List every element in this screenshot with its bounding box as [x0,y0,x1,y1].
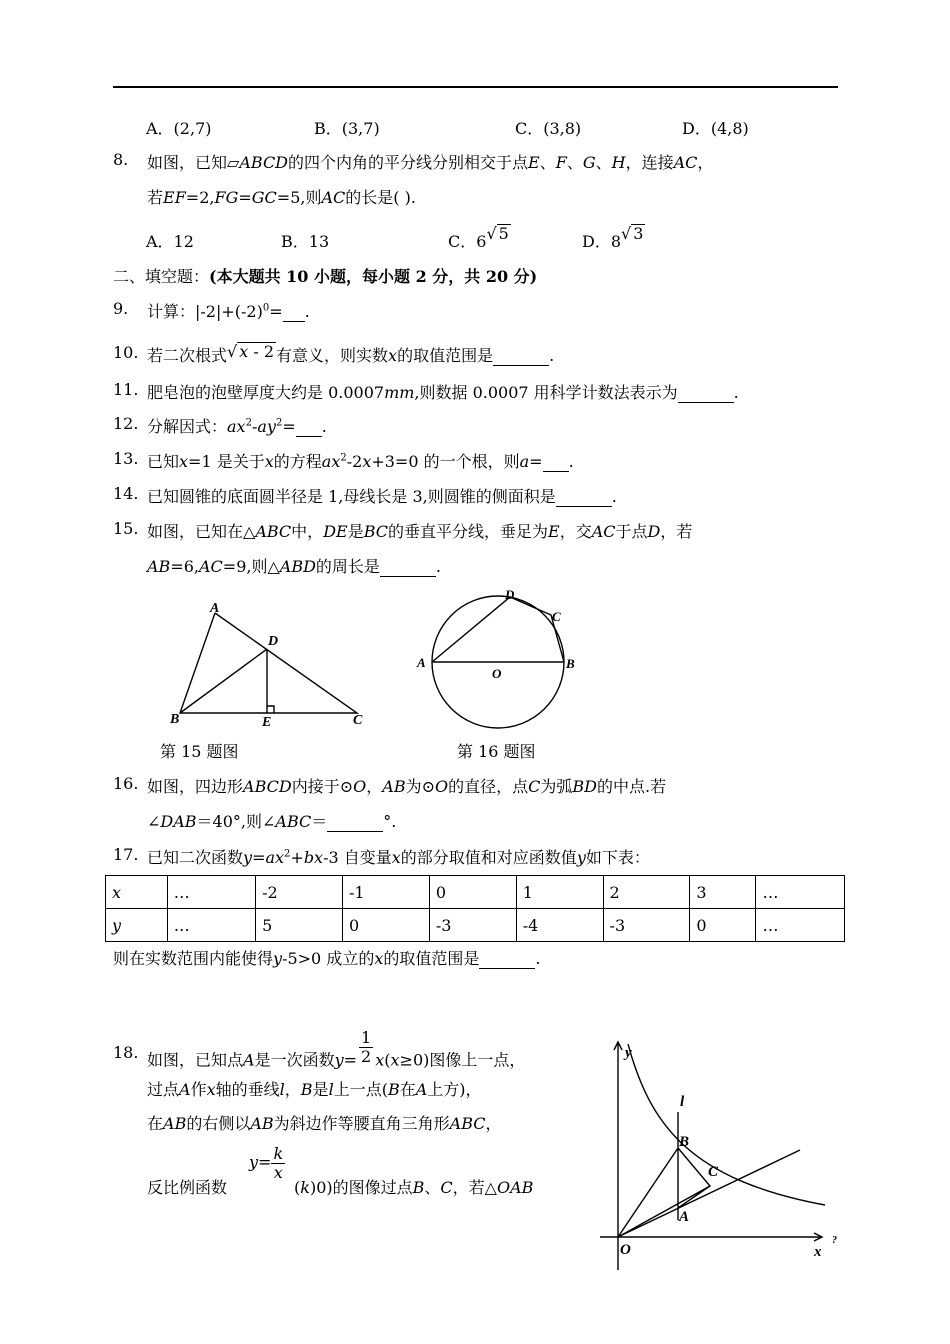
fig15-label-a: A [210,601,220,616]
q8-line-1: 如图，已知▱ABCD的四个内角的平分线分别相交于点E、F、G、H，连接AC， [147,153,714,172]
fig18-label-a: A [679,1209,690,1225]
segment-ob [618,1148,678,1237]
q15-number: 15. [113,519,139,538]
q12-answer-blank[interactable] [296,417,322,437]
fig18-label-b: B [679,1134,690,1150]
question-9: 计算：$|-2|+(-2)^0=$ . [147,302,310,321]
q17-question-line: 则在实数范围内能使得y-5>0 成立的x的取值范围是 . [113,949,541,968]
figure-18-graph [590,1030,840,1280]
figure-16-circle [414,582,586,730]
fig18-label-l: l [680,1094,685,1110]
fig18-label-y: y [625,1045,632,1061]
segment-bd [180,649,267,713]
q15-answer-blank[interactable] [380,557,436,577]
q10-answer-blank[interactable] [493,346,549,366]
table-cell: 1 [516,876,603,909]
q18-line-4: 反比例函数 [147,1178,228,1197]
fig16-label-a: A [417,655,426,670]
fig16-label-o: O [492,666,502,681]
header-rule [113,86,838,88]
table-cell: y [106,909,168,942]
q8-number: 8. [113,150,129,169]
q17-answer-blank[interactable] [479,949,535,969]
inverse-proportion-curve [628,1044,825,1205]
section-2-heading: 二、填空题：(本大题共 10 小题，每小题 2 分，共 20 分) [113,267,538,286]
table-cell: 2 [603,876,690,909]
q7-option-c[interactable]: C．(3,8) [515,119,582,138]
figure-16-caption: 第 16 题图 [457,742,536,761]
table-cell: -2 [256,876,343,909]
q8-line-2: 若EF=2,FG=GC=5,则AC的长是( ). [147,188,416,207]
table-cell: 0 [429,876,516,909]
triangle-abc [678,1148,710,1208]
fig15-label-c: C [353,713,363,728]
table-cell: … [756,876,845,909]
fig18-label-question: ? [832,1235,837,1246]
q16-line-2: ∠DAB＝40°,则∠ABC＝ °. [147,812,397,831]
q7-option-a[interactable]: A．(2,7) [146,119,212,138]
q7-option-b[interactable]: B．(3,7) [314,119,380,138]
table-cell: 5 [256,909,343,942]
figure-15-caption: 第 15 题图 [160,742,239,761]
question-10: 若二次根式√ x - 2 有意义，则实数x的取值范围是 . [147,342,555,365]
q18-fraction-k-over-x: $\frac{k}{x}$ [273,1144,284,1182]
question-12: 分解因式：$ax^2-ay^2=$ . [147,417,327,436]
quadrilateral-abcd [432,597,564,662]
q16-line-1: 如图，四边形ABCD内接于⊙O，AB为⊙O的直径，点C为弧BD的中点.若 [147,777,667,796]
figure-15-triangle [160,595,380,730]
fig16-label-d: D [505,587,515,602]
right-angle-mark [267,706,274,713]
table-cell: x [106,876,168,909]
q14-answer-blank[interactable] [556,487,612,507]
table-row-y [106,909,845,942]
q18-fraction-one-half: $\frac{1}{2}$ [361,1028,372,1066]
q8-option-b[interactable]: B．13 [281,232,330,251]
q14-number: 14. [113,484,139,503]
q11-number: 11. [113,380,139,399]
q7-option-d[interactable]: D．(4,8) [682,119,749,138]
question-11: 肥皂泡的泡壁厚度大约是 0.0007mm,则数据 0.0007 用科学计数法表示为 . [147,383,739,402]
q18-number: 18. [113,1043,139,1062]
segment-oc [618,1186,710,1237]
table-cell: -1 [342,876,429,909]
question-13: 已知x=1 是关于x的方程$ax^2-2x+3=0$ 的一个根，则a= . [147,452,574,471]
question-17: 已知二次函数$y=ax^2+bx-3$ 自变量x的部分取值和对应函数值y如下表： [147,848,650,867]
fig18-label-c: C [708,1164,719,1180]
q15-line-1: 如图，已知在△ABC中，DE是BC的垂直平分线，垂足为E，交AC于点D，若 [147,522,693,541]
table-cell: -3 [429,909,516,942]
fig16-label-c: C [552,609,561,624]
q11-answer-blank[interactable] [678,383,734,403]
table-row-x [106,876,845,909]
table-cell: … [167,909,255,942]
q8-option-c[interactable]: C．6√ 5 [448,224,509,251]
q13-number: 13. [113,449,139,468]
q18-line-1: 如图，已知点A是一次函数y= $\frac{1}{2}$ x(x≥0)图像上一点， [147,1028,526,1070]
fig15-label-e: E [262,715,272,730]
table-cell: -3 [603,909,690,942]
q8-option-a[interactable]: A．12 [146,232,194,251]
fig15-label-b: B [170,712,180,727]
q17-value-table [105,875,845,942]
q10-number: 10. [113,343,139,362]
table-cell: … [756,909,845,942]
q18-line-4-tail: (k)0)的图像过点B、C，若△OAB [294,1178,534,1197]
q8-option-d[interactable]: D．8√ 3 [582,224,644,251]
fig15-label-d: D [268,634,279,649]
fig18-label-x: x [814,1244,822,1260]
q18-line-3: 在AB的右侧以AB为斜边作等腰直角三角形ABC， [147,1114,502,1133]
q15-line-2: AB=6,AC=9,则△ABD的周长是 . [147,557,442,576]
q16-answer-blank[interactable] [327,812,383,832]
triangle-abc [180,613,357,713]
q13-answer-blank[interactable] [543,452,569,472]
q12-number: 12. [113,414,139,433]
q18-line-2: 过点A作x轴的垂线l，B是l上一点(B在A上方)， [147,1080,482,1099]
table-cell: 0 [690,909,756,942]
table-cell: 3 [690,876,756,909]
q9-number: 9. [113,299,129,318]
q16-number: 16. [113,774,139,793]
q18-inverse-function: y= $\frac{k}{x}$ [249,1144,284,1182]
table-cell: … [167,876,255,909]
q17-number: 17. [113,845,139,864]
q9-answer-blank[interactable] [283,302,305,322]
table-cell: -4 [516,909,603,942]
fig18-label-o: O [620,1242,631,1258]
table-cell: 0 [342,909,429,942]
fig16-label-b: B [566,656,575,671]
question-14: 已知圆锥的底面圆半径是 1,母线长是 3,则圆锥的侧面积是 . [147,487,617,506]
